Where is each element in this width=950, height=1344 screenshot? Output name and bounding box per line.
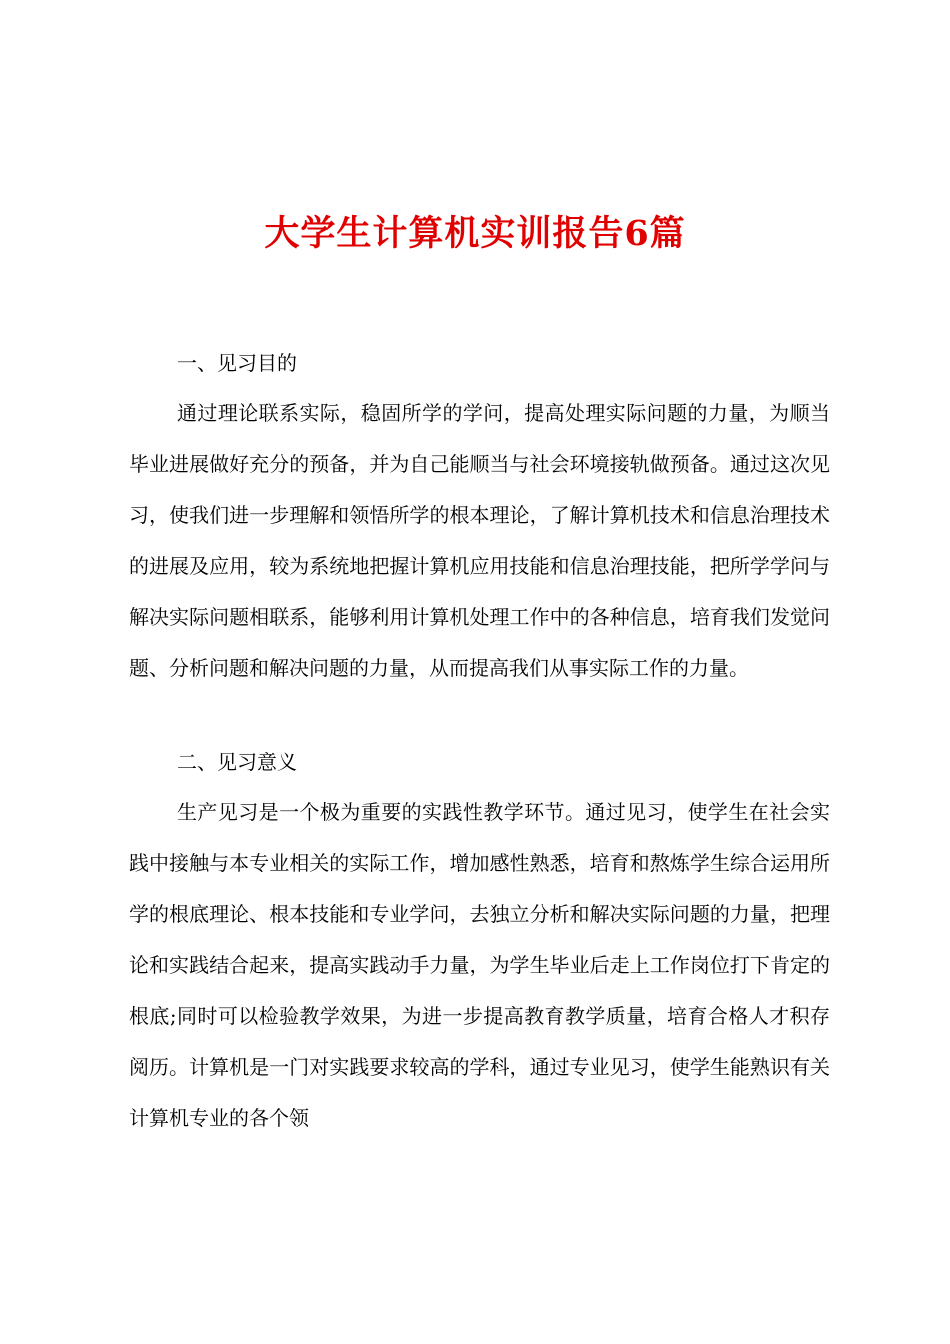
section-heading-purpose: 一、见习目的 (177, 351, 297, 375)
section-heading-significance: 二、见习意义 (177, 750, 297, 774)
section-paragraph-significance: 生产见习是一个极为重要的实践性教学环节。通过见习，使学生在社会实践中接触与本专业相关的实际工作，增加感性熟悉，培育和熬炼学生综合运用所学的根底理论、根本技能和专业学问，去独立分析和解决实际问题的力量，把理论和实践结合起来，提高实践动手力量，为学生毕业后走上工作岗位打下肯定的根底;同时可以检验教学效果，为进一步提高教育教学质量，培育合格人才积存阅历。计算机是一门对实践要求较高的学科，通过专业见习，使学生能熟识有关计算机专业的各个领 (129, 800, 830, 1130)
document-title: 大学生计算机实训报告6篇 (264, 213, 686, 254)
section-paragraph-purpose: 通过理论联系实际，稳固所学的学问，提高处理实际问题的力量，为顺当毕业进展做好充分的预备，并为自己能顺当与社会环境接轨做预备。通过这次见习，使我们进一步理解和领悟所学的根本理论，了解计算机技术和信息治理技术的进展及应用，较为系统地把握计算机应用技能和信息治理技能，把所学学问与解决实际问题相联系，能够利用计算机处理工作中的各种信息，培育我们发觉问题、分析问题和解决问题的力量，从而提高我们从事实际工作的力量。 (129, 401, 830, 680)
